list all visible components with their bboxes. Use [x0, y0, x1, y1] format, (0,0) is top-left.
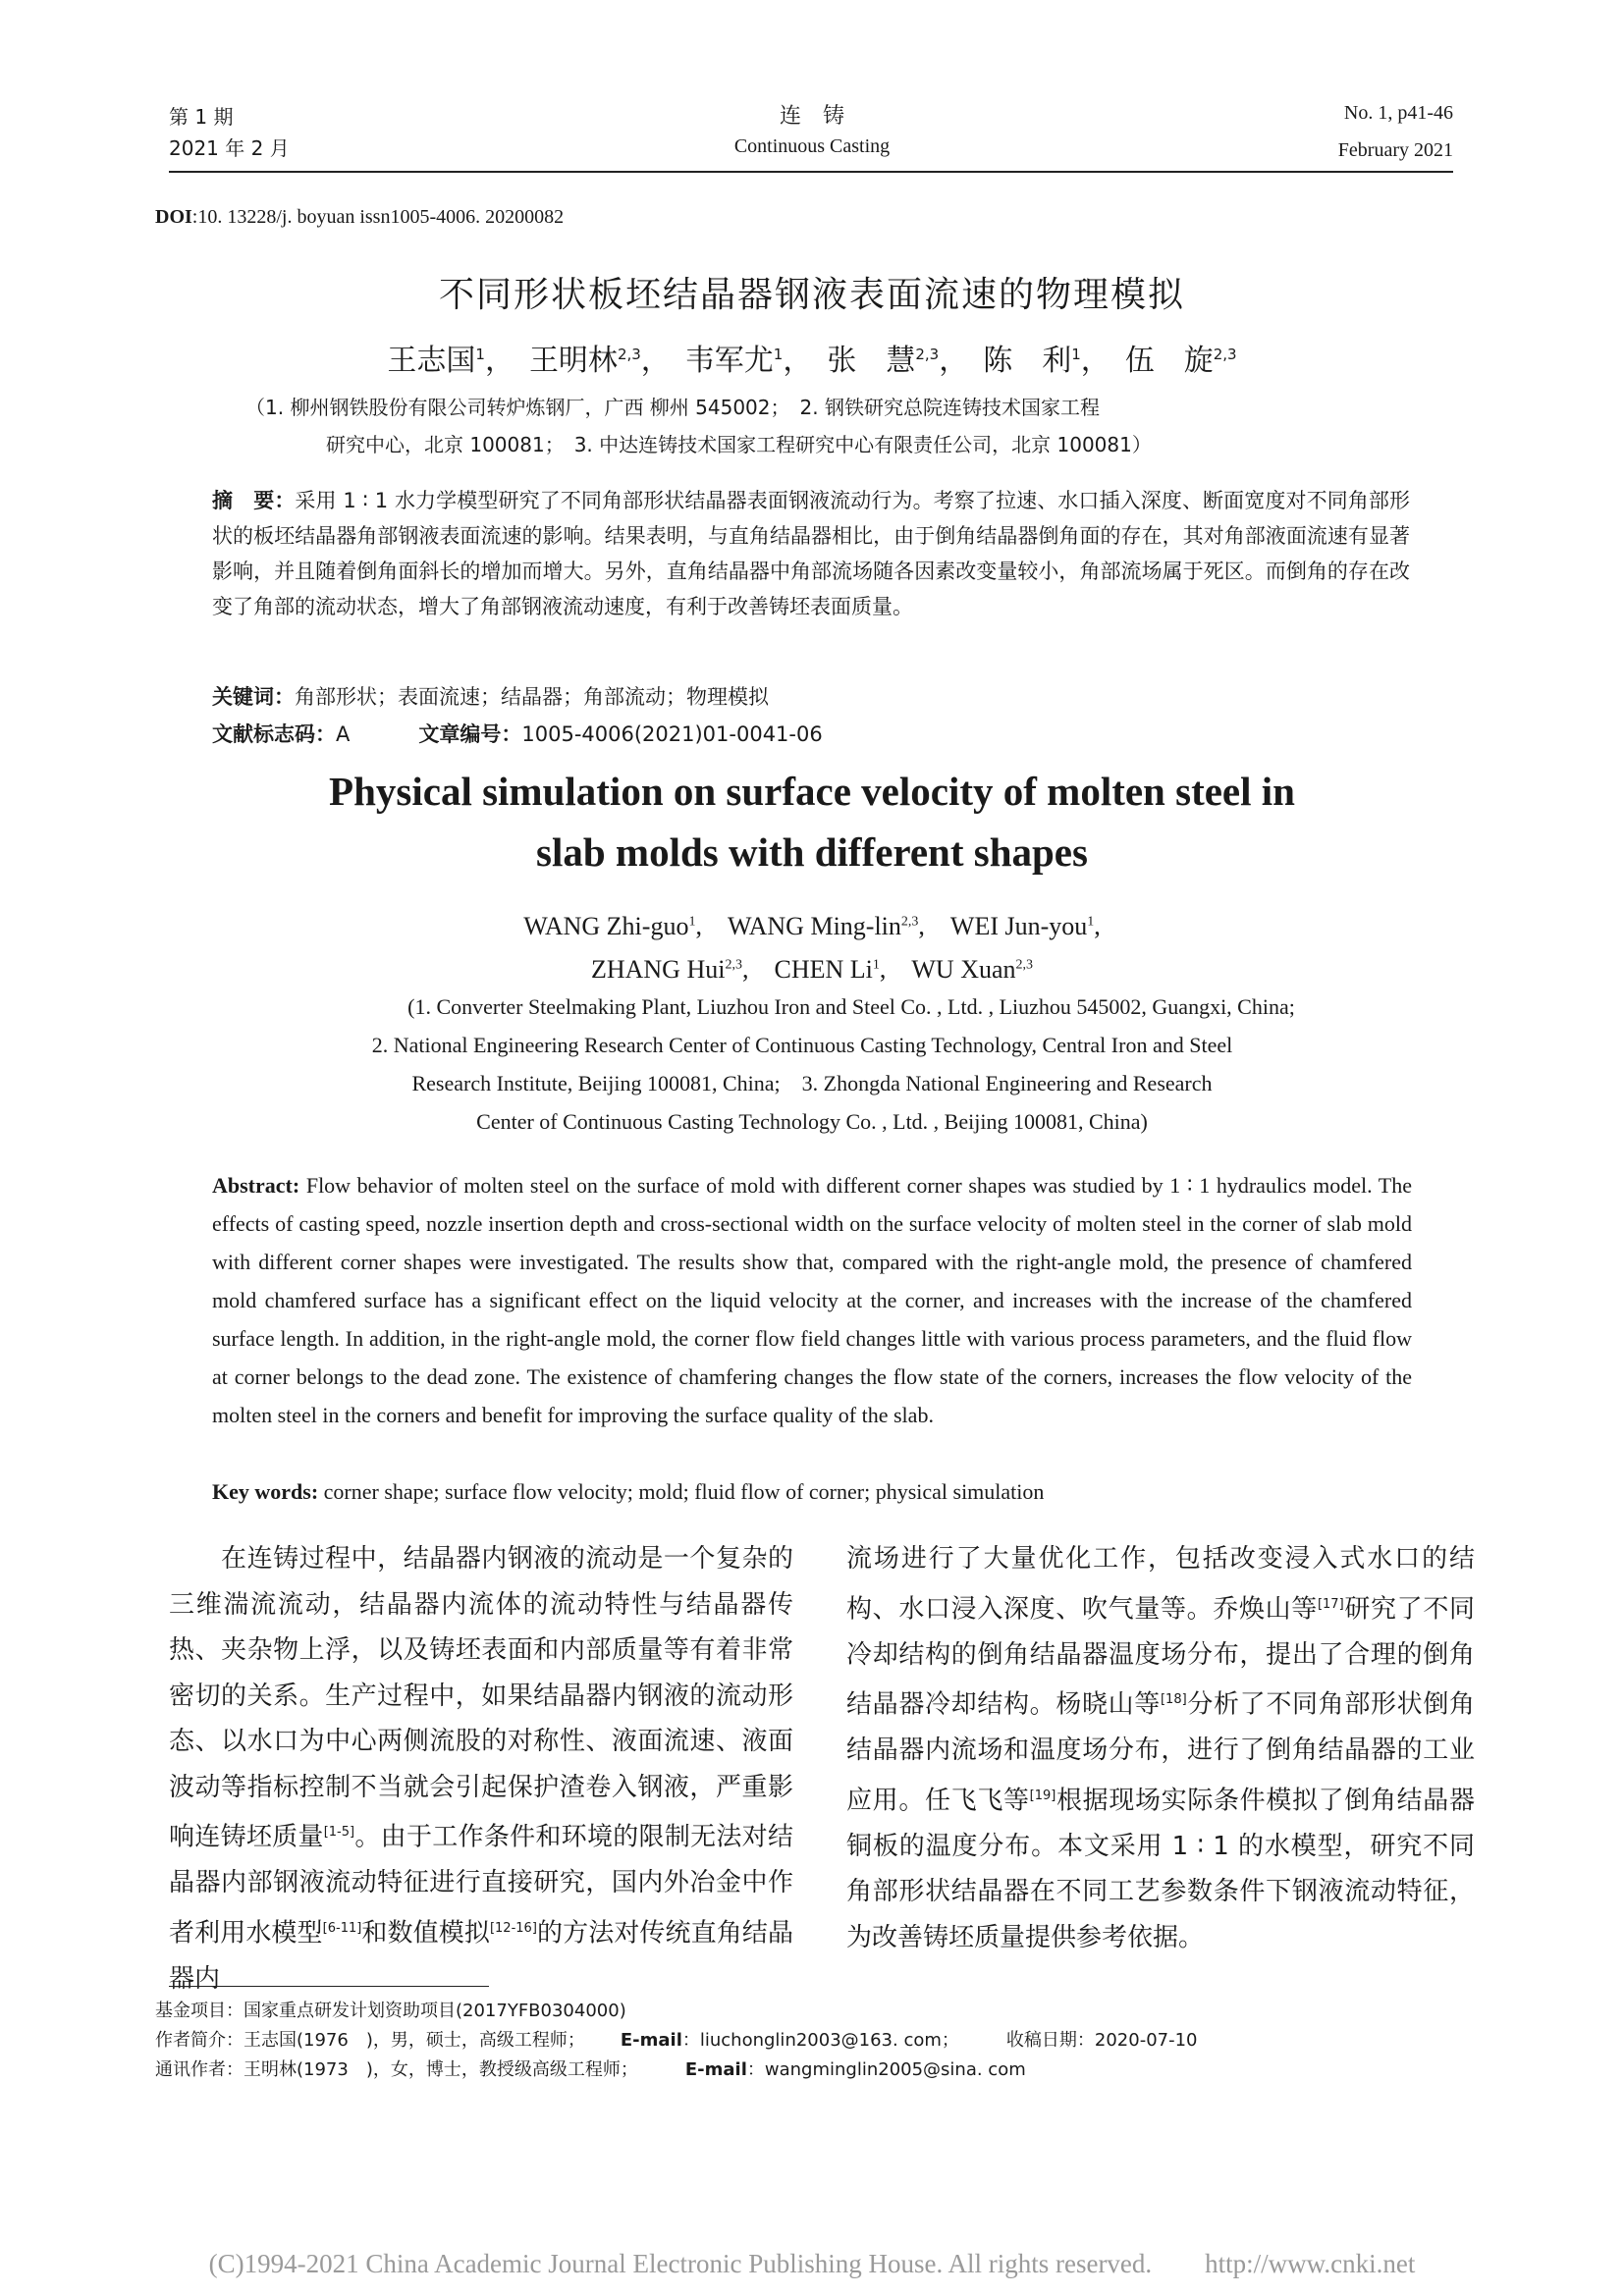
body-left-text-3: 和数值模拟 [361, 1918, 490, 1949]
email2-value[interactable]: ：wangminglin2005@sina. com [746, 2059, 1026, 2080]
doc-code-value: A [336, 722, 351, 746]
body-right-text-2: 研究了不同冷却结构的倒角结晶器温度场分布，提出了合理的倒角结晶器冷却结构。杨晓山等 [846, 1594, 1475, 1720]
author-en-name: CHEN Li [774, 954, 873, 984]
footnote-corresponding-author: 通讯作者：王明林(1973 )，女，博士，教授级高级工程师； [155, 2059, 638, 2080]
affiliation-en-line2: 2. National Engineering Research Center of Continuous Casting Technology, Central Iron and Steel [371, 1033, 1233, 1057]
author-separator: , [741, 954, 775, 984]
author-separator: , [879, 954, 912, 984]
author-en-name: WEI Jun-you [949, 911, 1088, 940]
doc-code-label: 文献标志码： [212, 722, 336, 746]
title-en-line1: Physical simulation on surface velocity of molten steel in [329, 769, 1295, 814]
keywords-cn-text: 角部形状；表面流速；结晶器；角部流动；物理模拟 [295, 685, 769, 709]
footnote-corresponding [155, 2056, 1026, 2085]
author-cn-1 [387, 344, 485, 378]
body-right-text-4: 根据现场实际条件模拟了倒角结晶器铜板的温度分布。本文采用 1 ∶ 1 的水模型，研究不同角部形状结晶器在不同工艺参数条件下钢液流动特征，为改善铸坯质量提供参考依据。 [846, 1786, 1475, 1952]
affiliation-cn-line1: （1. 柳州钢铁股份有限公司转炉炼钢厂，广西 柳州 545002； 2. 钢铁研究总院连铸技术国家工程 [245, 396, 1100, 419]
body-right-text-3: 分析了不同角部形状倒角结晶器内流场和温度场分布，进行了倒角结晶器的工业应用。任飞飞等 [846, 1689, 1475, 1816]
author-separator: , [1094, 911, 1126, 940]
authors-en-line1 [0, 901, 1624, 947]
author-separator: ， [484, 344, 529, 378]
author-en-3 [950, 912, 1094, 940]
received-date: 收稿日期：2020-07-10 [1005, 2030, 1198, 2051]
author-cn-affiliation-mark: 1 [475, 346, 485, 363]
email2-label: E-mail [684, 2059, 747, 2080]
author-en-name: ZHANG Hui [590, 954, 726, 984]
body-left-text-4: 的方法对传统直角结晶器内 [169, 1918, 793, 1994]
journal-name-en: Continuous Casting [733, 135, 891, 157]
authors-cn [0, 336, 1624, 379]
body-left-text-2: 。由于工作条件和环境的限制无法对结晶器内部钢液流动特征进行直接研究，国内外冶金中作者利用水模型 [169, 1822, 793, 1949]
affiliation-en-line1: (1. Converter Steelmaking Plant, Liuzhou Iron and Steel Co. , Ltd. , Liuzhou 545002, Guangxi, China; [407, 994, 1295, 1019]
document-code [212, 717, 1410, 752]
author-en-1 [523, 912, 695, 940]
abstract-cn-label: 摘 要： [212, 489, 296, 512]
author-en-name: WU Xuan [911, 954, 1016, 984]
author-cn-6 [1125, 344, 1237, 378]
body-left-text-1: 在连铸过程中，结晶器内钢液的流动是一个复杂的三维湍流流动，结晶器内流体的流动特性与结晶器传热、夹杂物上浮，以及铸坯表面和内部质量等有着非常密切的关系。生产过程中，如果结晶器内钢液的流动形态、以水口为中心两侧流股的对称性、液面流速、液面波动等指标控制不当就会引起保护渣卷入钢液，严重影响连铸坯质量 [169, 1544, 793, 1852]
author-en-2 [728, 912, 918, 940]
article-number-value: 1005-4006(2021)01-0041-06 [521, 722, 823, 746]
author-separator: ， [783, 344, 828, 378]
citation-12-16[interactable]: [12-16] [489, 1920, 537, 1936]
keywords-cn-label: 关键词： [212, 685, 295, 709]
article-number-label: 文章编号： [418, 722, 522, 746]
abstract-en-label: Abstract: [212, 1173, 300, 1198]
footnote-rule [169, 1986, 489, 1987]
author-en-3 [911, 955, 1033, 984]
author-separator: , [918, 911, 950, 940]
affiliation-cn-line2: 研究中心，北京 100081； 3. 中达连铸技术国家工程研究中心有限责任公司，北京 100081） [326, 433, 1152, 456]
author-cn-4 [827, 344, 939, 378]
title-en-line2: slab molds with different shapes [536, 829, 1088, 875]
author-cn-name: 张 慧 [827, 344, 916, 378]
author-separator: ， [640, 344, 685, 378]
citation-19[interactable]: [19] [1029, 1788, 1056, 1803]
author-en-name: WANG Zhi-guo [523, 911, 689, 940]
author-separator: ， [939, 344, 984, 378]
abstract-cn-text: 采用 1 ∶ 1 水力学模型研究了不同角部形状结晶器表面钢液流动行为。考察了拉速、水口插入深度、断面宽度对不同角部形状的板坯结晶器角部钢液表面流速的影响。结果表明，与直角结晶器相比，由于倒角结晶器倒角面的存在，其对角部液面流速有显著影响，并且随着倒角面斜长的增加而增大。另外，直角结晶器中角部流场随各因素改变量较小，角部流场属于死区。而倒角的存在改变了角部的流动状态，增大了角部钢液流动速度，有利于改善铸坯表面质量。 [212, 489, 1410, 618]
footnote-author-intro: 作者简介：王志国(1976 )，男，硕士，高级工程师； [155, 2030, 585, 2051]
affiliation-en-line4: Center of Continuous Casting Technology Co. , Ltd. , Beijing 100081, China) [476, 1109, 1148, 1134]
keywords-cn [212, 679, 1410, 715]
author-cn-affiliation-mark: 2,3 [617, 346, 641, 363]
copyright-notice: (C)1994-2021 China Academic Journal Electronic Publishing House. All rights reserved. http://www.cnki.net [208, 2249, 1416, 2278]
issue-date-cn: 2021 年 2 月 [169, 136, 290, 160]
issue-number-en: No. 1, p41-46 [1343, 102, 1453, 124]
journal-name-cn: 连 铸 [779, 104, 844, 129]
keywords-en-label: Key words: [212, 1479, 319, 1504]
author-en-affiliation-mark: 2,3 [725, 957, 742, 972]
author-cn-name: 王明林 [528, 344, 618, 378]
body-right-text-1: 流场进行了大量优化工作，包括改变浸入式水口的结构、水口浸入深度、吹气量等。乔焕山等 [846, 1544, 1475, 1625]
doi[interactable] [155, 206, 564, 229]
author-en-affiliation-mark: 1 [1087, 914, 1095, 929]
header-rule [169, 171, 1453, 173]
author-separator: ， [1080, 344, 1125, 378]
author-cn-name: 韦军尤 [684, 344, 774, 378]
author-cn-affiliation-mark: 2,3 [1213, 346, 1237, 363]
author-cn-name: 王志国 [387, 344, 476, 378]
author-en-affiliation-mark: 2,3 [1015, 957, 1034, 972]
title-cn: 不同形状板坯结晶器钢液表面流速的物理模拟 [438, 275, 1185, 315]
author-cn-affiliation-mark: 1 [1071, 346, 1081, 363]
affiliation-en-line3: Research Institute, Beijing 100081, China; 3. Zhongda National Engineering and Research [411, 1071, 1213, 1095]
authors-en-line2 [0, 944, 1624, 990]
footnote-fund: 基金项目：国家重点研发计划资助项目(2017YFB0304000) [155, 2001, 626, 2021]
email1-value[interactable]: ：liuchonglin2003@163. com； [681, 2030, 959, 2051]
footnote-author [155, 2026, 1198, 2056]
author-separator: , [695, 911, 728, 940]
author-en-2 [774, 955, 879, 984]
author-cn-name: 陈 利 [983, 344, 1072, 378]
doi-value: :10. 13228/j. boyuan issn1005-4006. 20200082 [191, 206, 565, 228]
citation-17[interactable]: [17] [1317, 1596, 1344, 1612]
author-en-name: WANG Ming-lin [727, 911, 901, 940]
keywords-en [212, 1472, 1412, 1511]
citation-1-5[interactable]: [1-5] [323, 1825, 355, 1840]
title-en [0, 761, 1624, 882]
citation-6-11[interactable]: [6-11] [322, 1920, 362, 1936]
author-cn-2 [529, 344, 641, 378]
body-column-left [169, 1536, 793, 2002]
abstract-en [212, 1166, 1412, 1434]
author-cn-affiliation-mark: 2,3 [915, 346, 940, 363]
issue-date-en: February 2021 [1337, 139, 1453, 161]
issue-number-cn: 第 1 期 [169, 105, 234, 129]
author-en-1 [591, 955, 742, 984]
email1-label: E-mail [620, 2030, 682, 2051]
author-cn-5 [983, 344, 1081, 378]
citation-18[interactable]: [18] [1160, 1692, 1187, 1708]
author-en-affiliation-mark: 1 [688, 914, 696, 929]
author-cn-name: 伍 旋 [1124, 344, 1214, 378]
author-en-affiliation-mark: 1 [872, 957, 880, 972]
author-cn-affiliation-mark: 1 [773, 346, 784, 363]
doi-label: DOI [155, 206, 192, 228]
author-en-affiliation-mark: 2,3 [900, 914, 919, 929]
body-column-right [846, 1536, 1475, 1960]
abstract-cn [212, 483, 1410, 624]
abstract-en-text: Flow behavior of molten steel on the surface of mold with different corner shapes was studied by 1 ∶ 1 hydraulics model. The effects of casting speed, nozzle insertion depth and cross-sectional width on the surface velocity of molten steel in the corner of slab mold with different corner shapes were investigated. The results show that, compared with the right-angle mold, the presence of chamfered mold chamfered surface has a significant effect on the liquid velocity at the corner, and increases with the increase of the chamfered surface length. In addition, in the right-angle mold, the corner flow field changes little with various process parameters, and the fluid flow at corner belongs to the dead zone. The existence of chamfering changes the flow state of the corners, increases the flow velocity of the molten steel in the corners and benefit for improving the surface quality of the slab. [212, 1173, 1413, 1427]
keywords-en-text: corner shape; surface flow velocity; mold; fluid flow of corner; physical simulation [323, 1479, 1045, 1504]
author-cn-3 [685, 344, 784, 378]
